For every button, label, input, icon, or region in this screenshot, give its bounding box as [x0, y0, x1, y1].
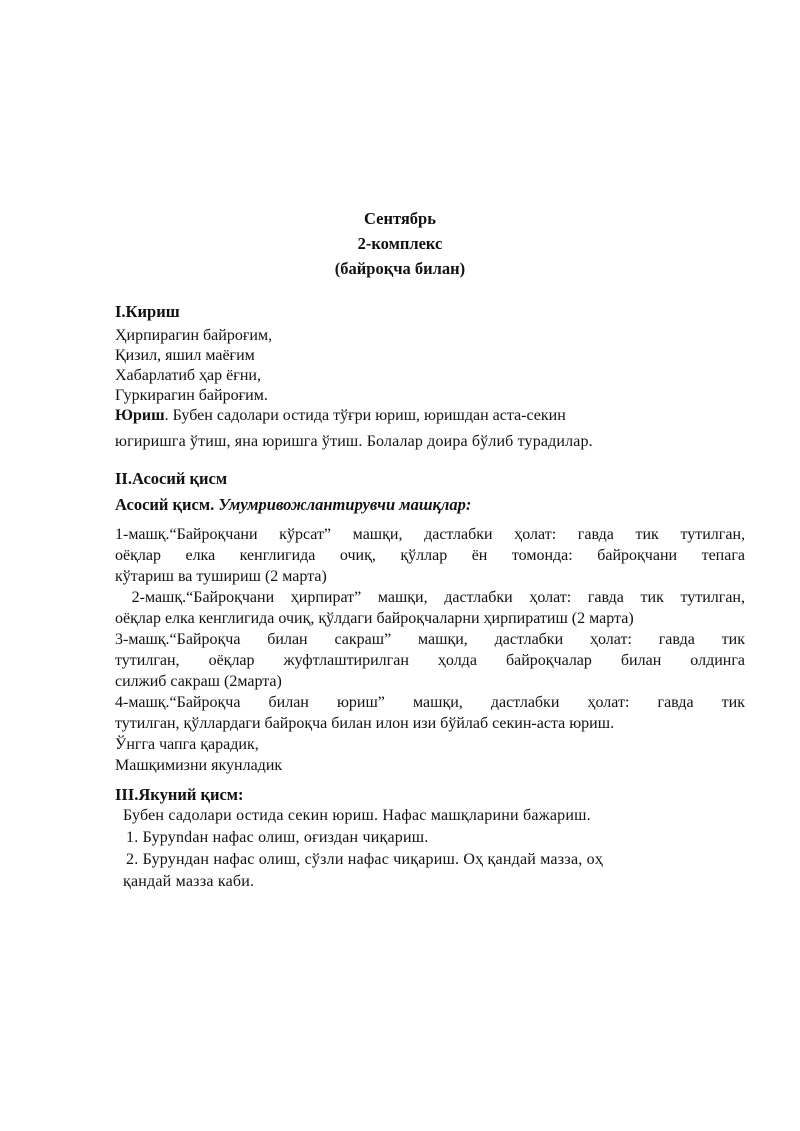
- exercise-line: оёқлар елка кенглигида очиқ, қўллар ён томонда: байроқчани тепага: [115, 547, 745, 564]
- final-line: Бубен садолари остида секин юриш. Нафас машқларини бажариш.: [123, 807, 591, 824]
- exercise-2: [115, 587, 745, 629]
- exercise-4: [115, 692, 745, 734]
- exercise-line: 4-машқ.“Байроқча билан юриш” машқи, дастлабки ҳолат: гавда тик: [115, 694, 745, 711]
- exercise-line: 2-машқ.“Байроқчани ҳирпират” машқи, дастлабки ҳолат: гавда тик тутилган,: [115, 589, 745, 606]
- poem-line: Қизил, яшил маёғим: [115, 347, 255, 364]
- poem-line: Ҳирпирагин байроғим,: [115, 327, 273, 344]
- walk-paragraph-line1: [115, 406, 675, 426]
- section-intro: [115, 302, 745, 452]
- exercise-line: силжиб сакраш (2марта): [115, 673, 282, 690]
- exercise-line: тутилган, қўллардаги байроқча билан илон изи бўйлаб секин-аста юриш.: [115, 715, 615, 732]
- exercise-line: 1-машқ.“Байроқчани кўрсат” машқи, дастлабки ҳолат: гавда тик тутилган,: [115, 526, 745, 543]
- main-heading: II.Асосий қисм: [115, 469, 228, 488]
- section-main: [115, 469, 745, 776]
- exercise-line: тутилган, оёқлар жуфтлаштирилган ҳолда байроқчалар билан олдинга: [115, 652, 745, 669]
- final-line: 1. Буруndан нафас олиш, оғиздан чиқариш.: [126, 829, 429, 846]
- section-final: [115, 784, 745, 893]
- subheading-bold: Асосий қисм.: [115, 495, 215, 514]
- main-subheading: [115, 495, 745, 515]
- closing-line: Ўнгга чапга қарадик,: [115, 736, 259, 753]
- title-block: [0, 206, 800, 281]
- poem-line: Хабарлатиб ҳар ёғни,: [115, 367, 261, 384]
- closing-line: Машқимизни якунладик: [115, 757, 283, 774]
- walk-text: . Бубен садолари остида тўғри юриш, юришдан аста-секин: [164, 407, 566, 424]
- title-subtitle: (байроқча билан): [334, 259, 466, 278]
- exercise-1: [115, 524, 745, 587]
- final-body: [123, 805, 745, 893]
- walk-label: Юриш: [115, 407, 165, 424]
- subheading-italic: Умумривожлантирувчи машқлар:: [218, 495, 472, 514]
- exercise-line: кўтариш ва тушириш (2 марта): [115, 568, 327, 585]
- final-line: 2. Бурундан нафас олиш, сўзли нафас чиқариш. Оҳ қандай мазза, оҳ: [126, 851, 604, 868]
- intro-heading: I.Кириш: [115, 302, 180, 321]
- exercise-line: оёқлар елка кенглигида очиқ, қўлдаги байроқчаларни ҳирпиратиш (2 марта): [115, 610, 634, 627]
- title-month: Сентябрь: [364, 209, 436, 228]
- final-heading: III.Якуний қисм:: [115, 785, 244, 804]
- walk-paragraph-line2: югиришга ўтиш, яна юришга ўтиш. Болалар доира бўлиб турадилар.: [115, 433, 593, 450]
- final-line: қандай мазза каби.: [123, 873, 255, 890]
- poem-line: Гуркирагин байроғим.: [115, 387, 268, 404]
- title-complex: 2-комплекс: [357, 234, 443, 253]
- exercise-line: 3-машқ.“Байроқча билан сакраш” машқи, дастлабки ҳолат: гавда тик: [115, 631, 745, 648]
- exercise-3: [115, 629, 745, 692]
